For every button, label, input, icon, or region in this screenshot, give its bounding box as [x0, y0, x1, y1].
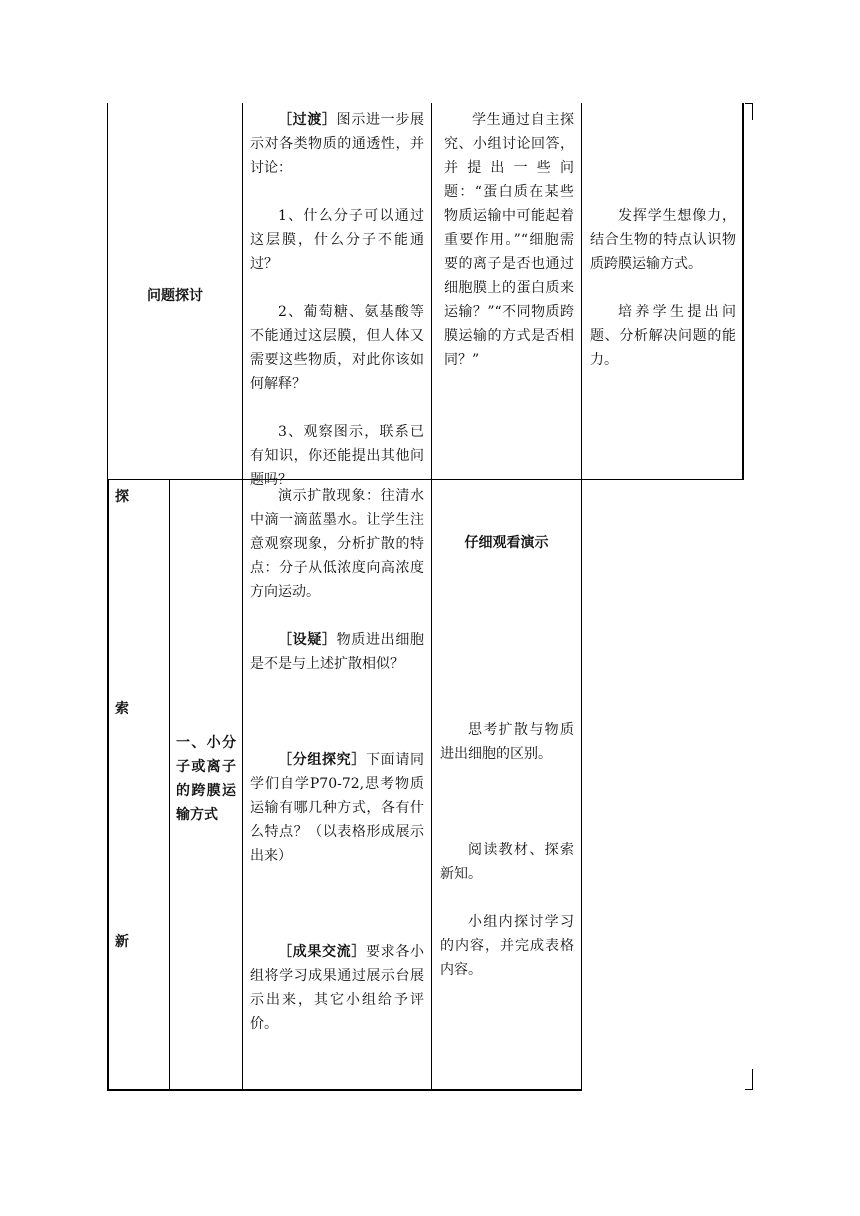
section-label: [108, 284, 242, 308]
share-paragraph: [250, 940, 424, 1036]
explore-tag: ［分组探究］: [278, 752, 366, 768]
explore-paragraph: [250, 748, 424, 868]
section-label-text: 问题探讨: [147, 288, 203, 304]
stage-char-1: 探: [115, 489, 129, 505]
share-tag: ［成果交流］: [278, 944, 366, 960]
group-discuss: 小组内探讨学习的内容，并完成表格内容。: [440, 914, 574, 978]
col-line: [169, 479, 170, 1091]
col-line: [242, 103, 243, 480]
col-line: [581, 479, 582, 1091]
topic-cell: [176, 731, 236, 827]
doubt-paragraph: [250, 628, 424, 676]
transition-text: 图示进一步展示对各类物质的通透性，并讨论：: [250, 112, 425, 176]
demo-paragraph: 演示扩散现象：往清水中滴一滴蓝墨水。让学生注意观察现象，分析扩散的特点：分子从低浓度向高浓度方向运动。: [250, 488, 424, 600]
student-activity-cell-2: [440, 718, 574, 982]
doubt-tag: ［设疑］: [278, 632, 337, 648]
col-line: [581, 103, 582, 480]
col-line: [242, 479, 243, 1091]
col-line: [431, 479, 432, 1091]
topic-text: 一、小分子或离子的跨膜运输方式: [176, 735, 236, 823]
think-diff: 思考扩散与物质进出细胞的区别。: [440, 722, 574, 762]
question-1: 1、什么分子可以通过这层膜，什么分子不能通过？: [250, 208, 424, 272]
share-text: 要求各小组将学习成果通过展示台展示出来，其它小组给予评价。: [250, 944, 424, 1032]
margin-bracket: [745, 1089, 753, 1090]
design-purpose-cell: [590, 204, 736, 372]
observe-demo: [432, 531, 581, 555]
teacher-activity-cell: [250, 108, 424, 492]
stage-char-3: 新: [115, 934, 129, 950]
student-activity-cell: [444, 108, 574, 372]
col-line: [107, 479, 109, 1091]
margin-bracket: [752, 1069, 753, 1090]
purpose-1: 发挥学生想像力，结合生物的特点认识物质跨膜运输方式。: [590, 208, 736, 272]
margin-bracket: [745, 103, 753, 104]
transition-paragraph: [250, 108, 424, 180]
explore-text: 下面请同学们自学P70-72,思考物质运输有哪几种方式，各有什么特点？（以表格形成展示出来）: [250, 752, 424, 864]
question-3: 3、观察图示，联系已有知识，你还能提出其他问题吗？: [250, 424, 424, 488]
col-line: [742, 103, 744, 480]
purpose-2: 培养学生提出问题、分析解决问题的能力。: [590, 304, 736, 368]
row-divider: [107, 479, 743, 480]
margin-bracket: [752, 103, 753, 120]
read-textbook: 阅读教材、探索新知。: [440, 842, 574, 882]
teacher-activity-cell-2: [250, 484, 424, 1036]
table-bottom-border: [107, 1089, 582, 1091]
col-line: [431, 103, 432, 480]
stage-char-2: 索: [115, 701, 129, 717]
doubt-text: 物质进出细胞是不是与上述扩散相似？: [250, 632, 425, 672]
observe-demo-text: 仔细观看演示: [464, 535, 549, 551]
student-response: 学生通过自主探究、小组讨论回答，并提出一些问题：“蛋白质在某些物质运输中可能起着重要作用。”“细胞需要的离子是否也通过细胞膜上的蛋白质来运输？”“不同物质跨膜运输的方式是否相同？”: [444, 112, 574, 368]
transition-tag: ［过渡］: [278, 112, 337, 128]
question-2: 2、葡萄糖、氨基酸等不能通过这层膜，但人体又需要这些物质，对此你该如何解释？: [250, 304, 424, 392]
